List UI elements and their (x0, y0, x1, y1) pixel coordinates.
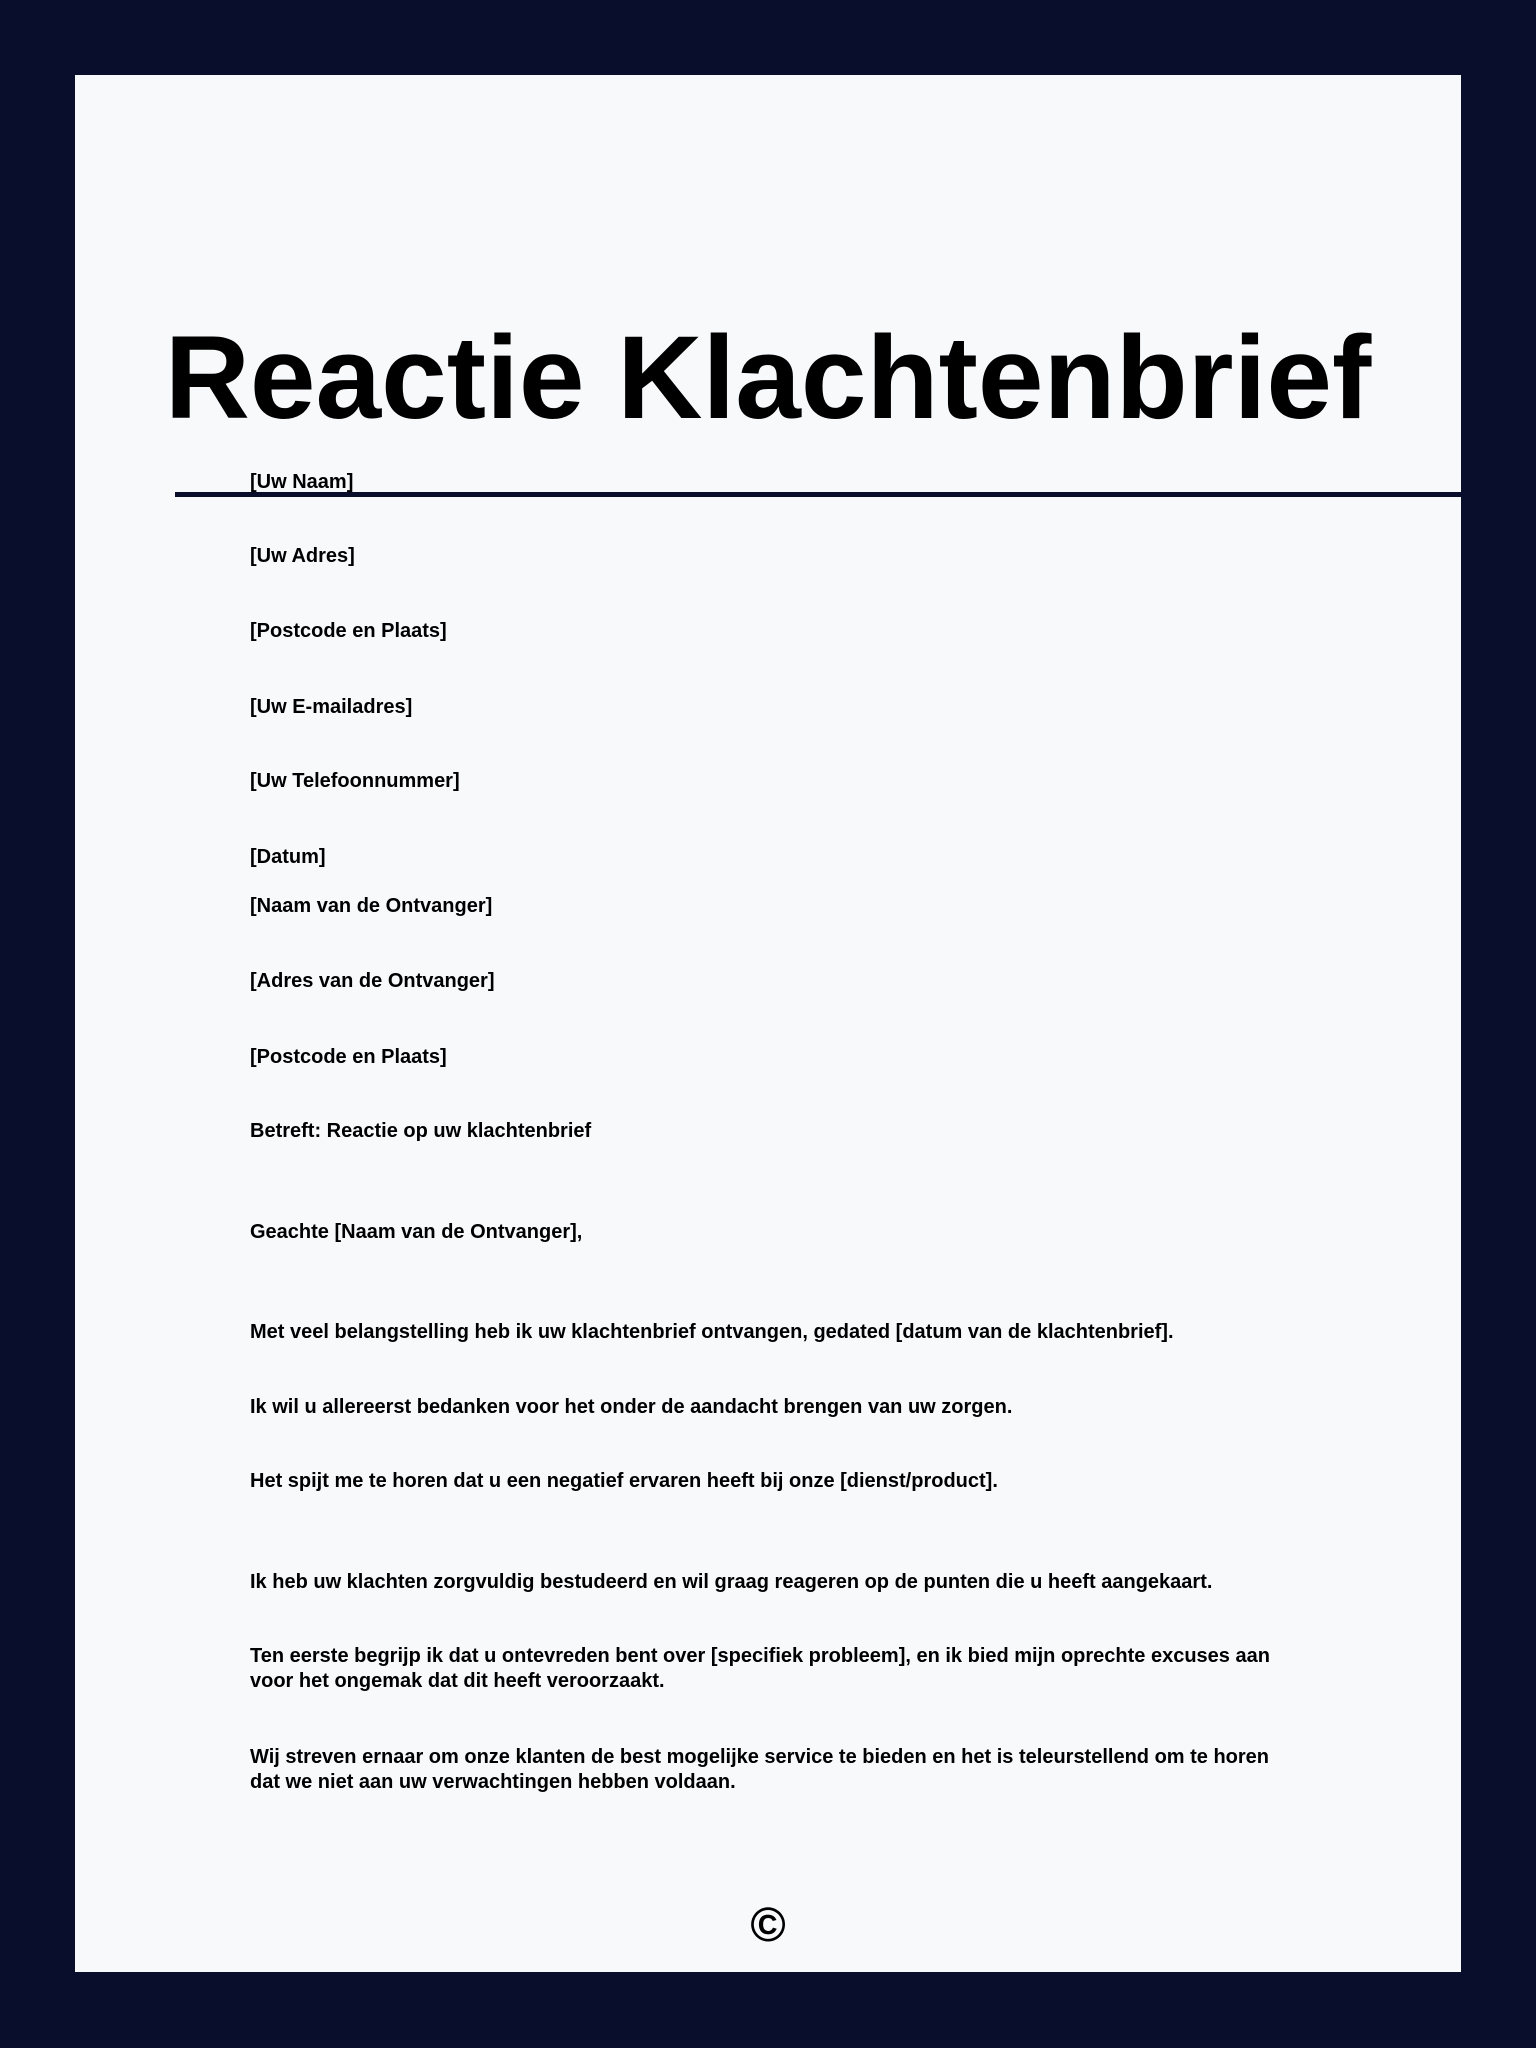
body-paragraph: Ik heb uw klachten zorgvuldig bestudeerd en wil graag reageren op de punten die u heeft aangekaart. (250, 1571, 1213, 1593)
sender-postcode: [Postcode en Plaats] (250, 620, 447, 642)
subject-line: Betreft: Reactie op uw klachtenbrief (250, 1120, 592, 1142)
body-paragraph: Met veel belangstelling heb ik uw klachtenbrief ontvangen, gedated [datum van de klachtenbrief]. (250, 1321, 1174, 1343)
sender-email: [Uw E-mailadres] (250, 696, 413, 718)
sender-phone: [Uw Telefoonnummer] (250, 770, 460, 792)
salutation: Geachte [Naam van de Ontvanger], (250, 1221, 583, 1243)
body-paragraph: Het spijt me te horen dat u een negatief ervaren heeft bij onze [dienst/product]. (250, 1470, 998, 1492)
sender-name: [Uw Naam] (250, 471, 354, 493)
body-paragraph: Ten eerste begrijp ik dat u ontevreden bent over [specifiek probleem], en ik bied mijn oprechte excuses aan voor het ongemak dat dit heeft veroorzaakt. (250, 1645, 1270, 1692)
recipient-address: [Adres van de Ontvanger] (250, 970, 495, 992)
recipient-postcode: [Postcode en Plaats] (250, 1046, 447, 1068)
page-title: Reactie Klachtenbrief (164, 312, 1372, 444)
recipient-name: [Naam van de Ontvanger] (250, 895, 493, 917)
body-paragraph: Wij streven ernaar om onze klanten de best mogelijke service te bieden en het is teleurstellend om te horen dat we niet aan uw verwachtingen hebben voldaan. (250, 1746, 1270, 1793)
body-paragraph: Ik wil u allereerst bedanken voor het onder de aandacht brengen van uw zorgen. (250, 1396, 1013, 1418)
copyright-icon: © (750, 1899, 786, 1952)
letter-date: [Datum] (250, 846, 326, 868)
sender-address: [Uw Adres] (250, 545, 355, 567)
